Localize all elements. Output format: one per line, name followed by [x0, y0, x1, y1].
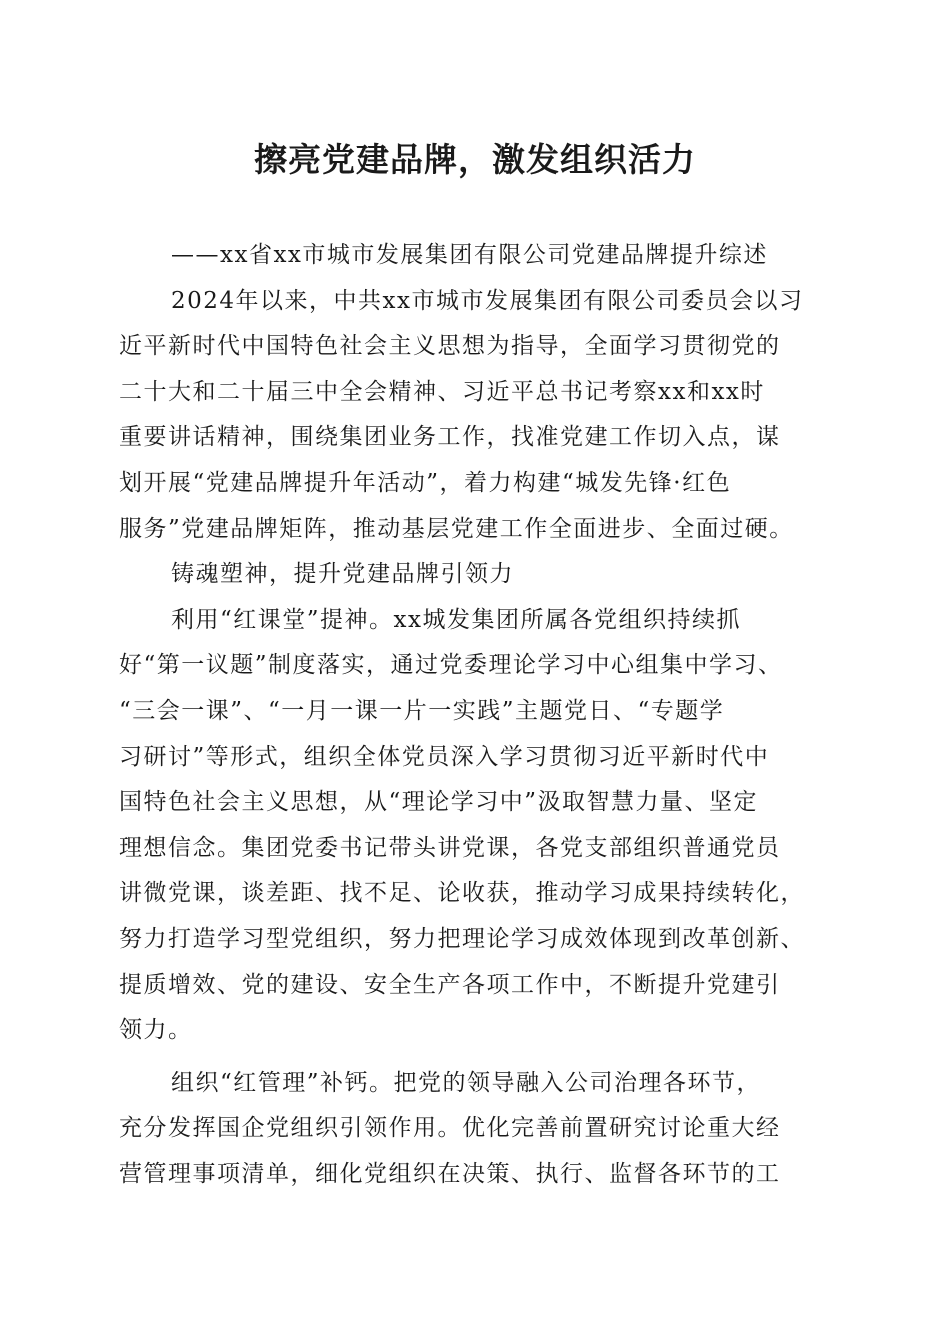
- document-body: [119, 233, 835, 1197]
- paragraph-red-management: [119, 1061, 835, 1198]
- paragraph-line: 充分发挥国企党组织引领作用。优化完善前置研究讨论重大经: [119, 1115, 781, 1142]
- section-heading: [119, 552, 835, 598]
- paragraph-line: 讲微党课，谈差距、找不足、论收获，推动学习成果持续转化，: [119, 880, 805, 907]
- paragraph-line: 服务”党建品牌矩阵，推动基层党建工作全面进步、全面过硬。: [119, 515, 794, 542]
- document-subtitle: ——xx省xx市城市发展集团有限公司党建品牌提升综述: [171, 242, 768, 268]
- paragraph-line: 组织“红管理”补钙。把党的领导融入公司治理各环节，: [171, 1069, 762, 1096]
- paragraph-line: 领力。: [119, 1017, 193, 1044]
- document-title: 擦亮党建品牌，激发组织活力: [254, 140, 696, 179]
- paragraph-line: “三会一课”、“一月一课一片一实践”主题党日、“专题学: [119, 697, 725, 724]
- paragraph-line: 划开展“党建品牌提升年活动”，着力构建“城发先锋·红色: [119, 469, 732, 496]
- paragraph-line: 国特色社会主义思想，从“理论学习中”汲取智慧力量、坚定: [119, 789, 759, 816]
- paragraph-line: 习研讨”等形式，组织全体党员深入学习贯彻习近平新时代中: [119, 743, 770, 770]
- paragraph-line: 努力打造学习型党组织，努力把理论学习成效体现到改革创新、: [119, 925, 805, 952]
- paragraph-line: 二十大和二十届三中全会精神、习近平总书记考察xx和xx时: [119, 378, 765, 405]
- paragraph-line: 重要讲话精神，围绕集团业务工作，找准党建工作切入点，谋: [119, 424, 781, 451]
- paragraph-red-classroom: [119, 598, 835, 1054]
- paragraph-line: 2024年以来，中共xx市城市发展集团有限公司委员会以习: [171, 287, 804, 314]
- paragraph-line: 利用“红课堂”提神。xx城发集团所属各党组织持续抓: [171, 606, 741, 633]
- section-heading-text: 铸魂塑神，提升党建品牌引领力: [171, 561, 514, 588]
- paragraph-line: 理想信念。集团党委书记带头讲党课，各党支部组织普通党员: [119, 834, 781, 861]
- paragraph-line: 提质增效、党的建设、安全生产各项工作中，不断提升党建引: [119, 971, 781, 998]
- paragraph-line: 近平新时代中国特色社会主义思想为指导，全面学习贯彻党的: [119, 333, 781, 360]
- paragraph-line: 营管理事项清单，细化党组织在决策、执行、监督各环节的工: [119, 1160, 781, 1187]
- paragraph-intro: [119, 279, 835, 553]
- paragraph-line: 好“第一议题”制度落实，通过党委理论学习中心组集中学习、: [119, 652, 783, 679]
